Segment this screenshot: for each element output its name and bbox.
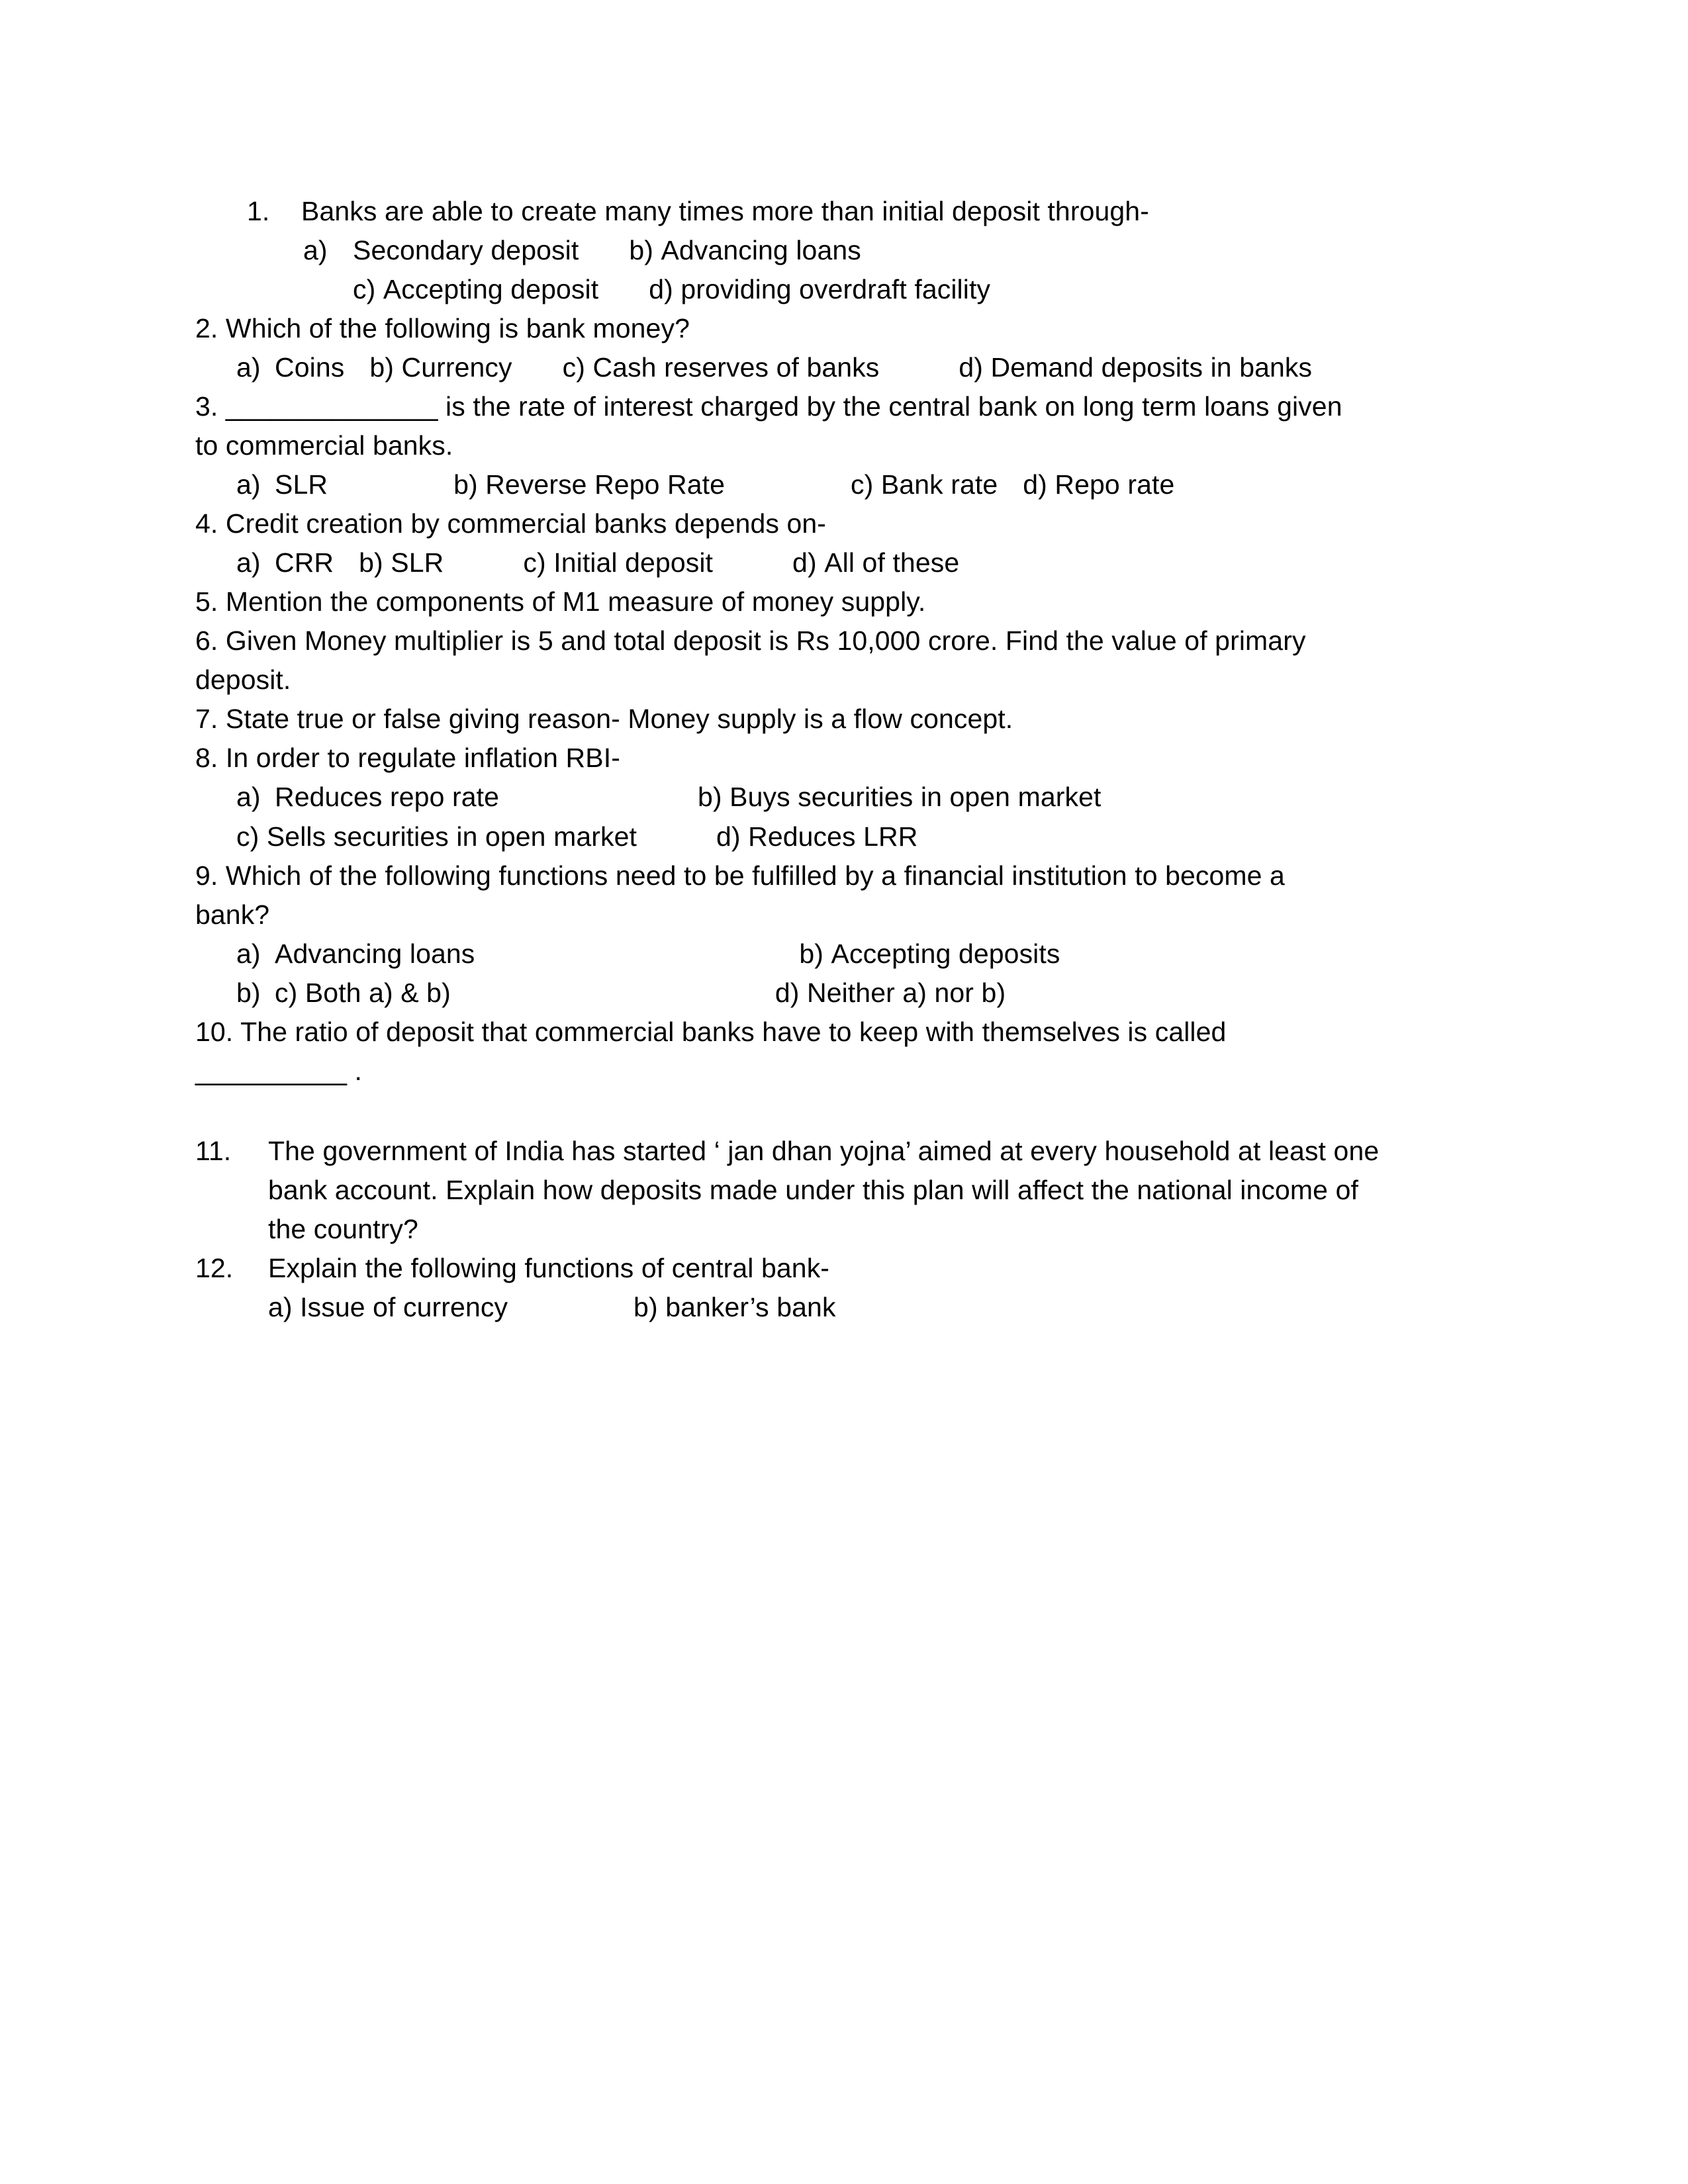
option-tag-4a: a) bbox=[236, 547, 261, 578]
option-tag-4d: d) bbox=[792, 547, 817, 578]
option-tag-9c: b) bbox=[236, 977, 261, 1008]
question-11-number: 11. bbox=[195, 1135, 232, 1166]
question-1-options-row-1 bbox=[247, 231, 1489, 270]
question-block-12 bbox=[195, 1249, 1489, 1327]
question-6-line-2: deposit. bbox=[195, 664, 291, 696]
question-9-line-1 bbox=[195, 856, 1489, 895]
question-6-number: 6. bbox=[195, 625, 218, 657]
option-label-2a: Coins bbox=[275, 352, 345, 383]
option-label-3a: SLR bbox=[275, 469, 328, 500]
question-3-line-1 bbox=[195, 387, 1489, 426]
question-4-line bbox=[195, 504, 1489, 543]
question-10-trailing: . bbox=[347, 1055, 363, 1086]
question-3-text: is the rate of interest charged by the central bank on long term loans given bbox=[438, 391, 1342, 422]
option-tag-1b: b) bbox=[629, 235, 653, 266]
option-label-9b: Accepting deposits bbox=[831, 938, 1060, 969]
question-2-line bbox=[195, 309, 1489, 348]
question-11-line-3: the country? bbox=[268, 1213, 418, 1244]
option-label-4b: SLR bbox=[391, 547, 444, 578]
question-4-number: 4. bbox=[195, 508, 218, 539]
option-tag-1d: d) bbox=[649, 274, 673, 305]
option-tag-2b: b) bbox=[369, 352, 394, 383]
question-block-4 bbox=[195, 504, 1489, 582]
question-1-options-row-2 bbox=[247, 270, 1489, 309]
question-11-line-2: bank account. Explain how deposits made under this plan will affect the national income of bbox=[268, 1174, 1358, 1205]
option-tag-8c: c) bbox=[236, 821, 259, 852]
option-label-8c: Sells securities in open market bbox=[266, 821, 637, 852]
option-tag-12b: b) bbox=[633, 1291, 658, 1322]
paragraph-gap bbox=[195, 1091, 1489, 1132]
question-7-line bbox=[195, 700, 1489, 739]
question-5-text: Mention the components of M1 measure of money supply. bbox=[225, 586, 926, 617]
option-tag-3b: b) bbox=[453, 469, 478, 500]
question-8-options-row-1 bbox=[195, 778, 1489, 817]
option-label-3b: Reverse Repo Rate bbox=[485, 469, 725, 500]
question-block-2 bbox=[195, 309, 1489, 387]
question-10-blank: __________ bbox=[195, 1055, 348, 1086]
option-label-1c: Accepting deposit bbox=[383, 274, 599, 305]
option-label-1a: Secondary deposit bbox=[353, 235, 579, 266]
option-label-9c: c) Both a) & b) bbox=[275, 977, 451, 1008]
option-label-1b: Advancing loans bbox=[661, 235, 861, 266]
question-9-options-row-1 bbox=[195, 934, 1489, 974]
question-9-options-row-2 bbox=[195, 974, 1489, 1013]
question-block-10 bbox=[195, 1013, 1489, 1091]
option-tag-1a: a) bbox=[303, 235, 328, 266]
question-7-number: 7. bbox=[195, 704, 218, 735]
option-tag-4b: b) bbox=[359, 547, 383, 578]
option-label-2d: Demand deposits in banks bbox=[990, 352, 1313, 383]
question-12-number: 12. bbox=[195, 1252, 234, 1283]
option-label-9d: Neither a) nor b) bbox=[806, 977, 1006, 1008]
option-label-4c: Initial deposit bbox=[553, 547, 714, 578]
question-6-text: Given Money multiplier is 5 and total deposit is Rs 10,000 crore. Find the value of primary bbox=[225, 625, 1306, 657]
question-3-options-row bbox=[195, 465, 1489, 504]
option-tag-2c: c) bbox=[562, 352, 585, 383]
option-tag-2a: a) bbox=[236, 352, 261, 383]
question-6-line-1 bbox=[195, 621, 1489, 660]
question-block-5 bbox=[195, 582, 1489, 621]
question-1-line bbox=[247, 192, 1489, 231]
question-8-line bbox=[195, 739, 1489, 778]
option-tag-8b: b) bbox=[698, 782, 722, 813]
question-2-options-row bbox=[195, 348, 1489, 387]
question-2-text: Which of the following is bank money? bbox=[225, 313, 690, 344]
option-tag-3c: c) bbox=[851, 469, 874, 500]
document-body bbox=[195, 192, 1489, 1327]
option-label-12a: Issue of currency bbox=[300, 1291, 508, 1322]
question-10-line-2 bbox=[195, 1052, 1489, 1091]
question-3-number: 3. bbox=[195, 391, 218, 422]
question-5-line bbox=[195, 582, 1489, 621]
question-9-text: Which of the following functions need to be fulfilled by a financial institution to become a bbox=[225, 860, 1285, 891]
option-tag-3d: d) bbox=[1023, 469, 1047, 500]
option-label-3c: Bank rate bbox=[880, 469, 998, 500]
option-label-8a: Reduces repo rate bbox=[275, 782, 500, 813]
option-label-2b: Currency bbox=[401, 352, 512, 383]
question-5-number: 5. bbox=[195, 586, 218, 617]
question-block-6 bbox=[195, 621, 1489, 700]
option-tag-9b: b) bbox=[799, 938, 824, 969]
option-label-4a: CRR bbox=[275, 547, 334, 578]
option-label-4d: All of these bbox=[824, 547, 960, 578]
option-tag-4c: c) bbox=[523, 547, 546, 578]
option-label-12b: banker’s bank bbox=[665, 1291, 836, 1322]
question-4-options-row bbox=[195, 543, 1489, 582]
question-block-1 bbox=[247, 192, 1489, 309]
question-10-text: The ratio of deposit that commercial banks have to keep with themselves is called bbox=[240, 1016, 1227, 1047]
question-block-3 bbox=[195, 387, 1489, 504]
option-tag-9a: a) bbox=[236, 938, 261, 969]
question-3-blank: ______________ bbox=[225, 391, 438, 422]
question-8-number: 8. bbox=[195, 743, 218, 774]
question-block-9 bbox=[195, 856, 1489, 1013]
option-label-1d: providing overdraft facility bbox=[680, 274, 991, 305]
option-tag-1c: c) bbox=[353, 274, 376, 305]
question-8-text: In order to regulate inflation RBI- bbox=[225, 743, 620, 774]
question-block-7 bbox=[195, 700, 1489, 739]
question-8-options-row-2 bbox=[195, 817, 1489, 856]
option-tag-8d: d) bbox=[716, 821, 741, 852]
option-label-2c: Cash reserves of banks bbox=[592, 352, 880, 383]
question-1-text: Banks are able to create many times more than initial deposit through- bbox=[301, 196, 1149, 226]
question-10-line-1 bbox=[195, 1013, 1489, 1052]
question-1-number: 1. bbox=[247, 196, 270, 226]
question-7-text: State true or false giving reason- Money supply is a flow concept. bbox=[225, 704, 1013, 735]
question-11-line-1: The government of India has started ‘ jan dhan yojna’ aimed at every household at least one bbox=[268, 1135, 1380, 1166]
question-9-line-2: bank? bbox=[195, 899, 270, 930]
option-label-8d: Reduces LRR bbox=[748, 821, 918, 852]
question-2-number: 2. bbox=[195, 313, 218, 344]
option-tag-8a: a) bbox=[236, 782, 261, 813]
option-tag-3a: a) bbox=[236, 469, 261, 500]
option-tag-2d: d) bbox=[959, 352, 984, 383]
question-block-8 bbox=[195, 739, 1489, 856]
option-label-9a: Advancing loans bbox=[275, 938, 475, 969]
question-4-text: Credit creation by commercial banks depends on- bbox=[225, 508, 827, 539]
option-tag-12a: a) bbox=[268, 1291, 293, 1322]
option-label-8b: Buys securities in open market bbox=[729, 782, 1102, 813]
question-12-line: Explain the following functions of central bank- bbox=[268, 1252, 830, 1283]
option-label-3d: Repo rate bbox=[1055, 469, 1175, 500]
question-block-11 bbox=[195, 1132, 1489, 1249]
question-10-number: 10. bbox=[195, 1016, 234, 1047]
question-9-number: 9. bbox=[195, 860, 218, 891]
question-3-line-2: to commercial banks. bbox=[195, 430, 453, 461]
option-tag-9d: d) bbox=[774, 977, 800, 1008]
question-12-options-row bbox=[268, 1288, 1489, 1327]
